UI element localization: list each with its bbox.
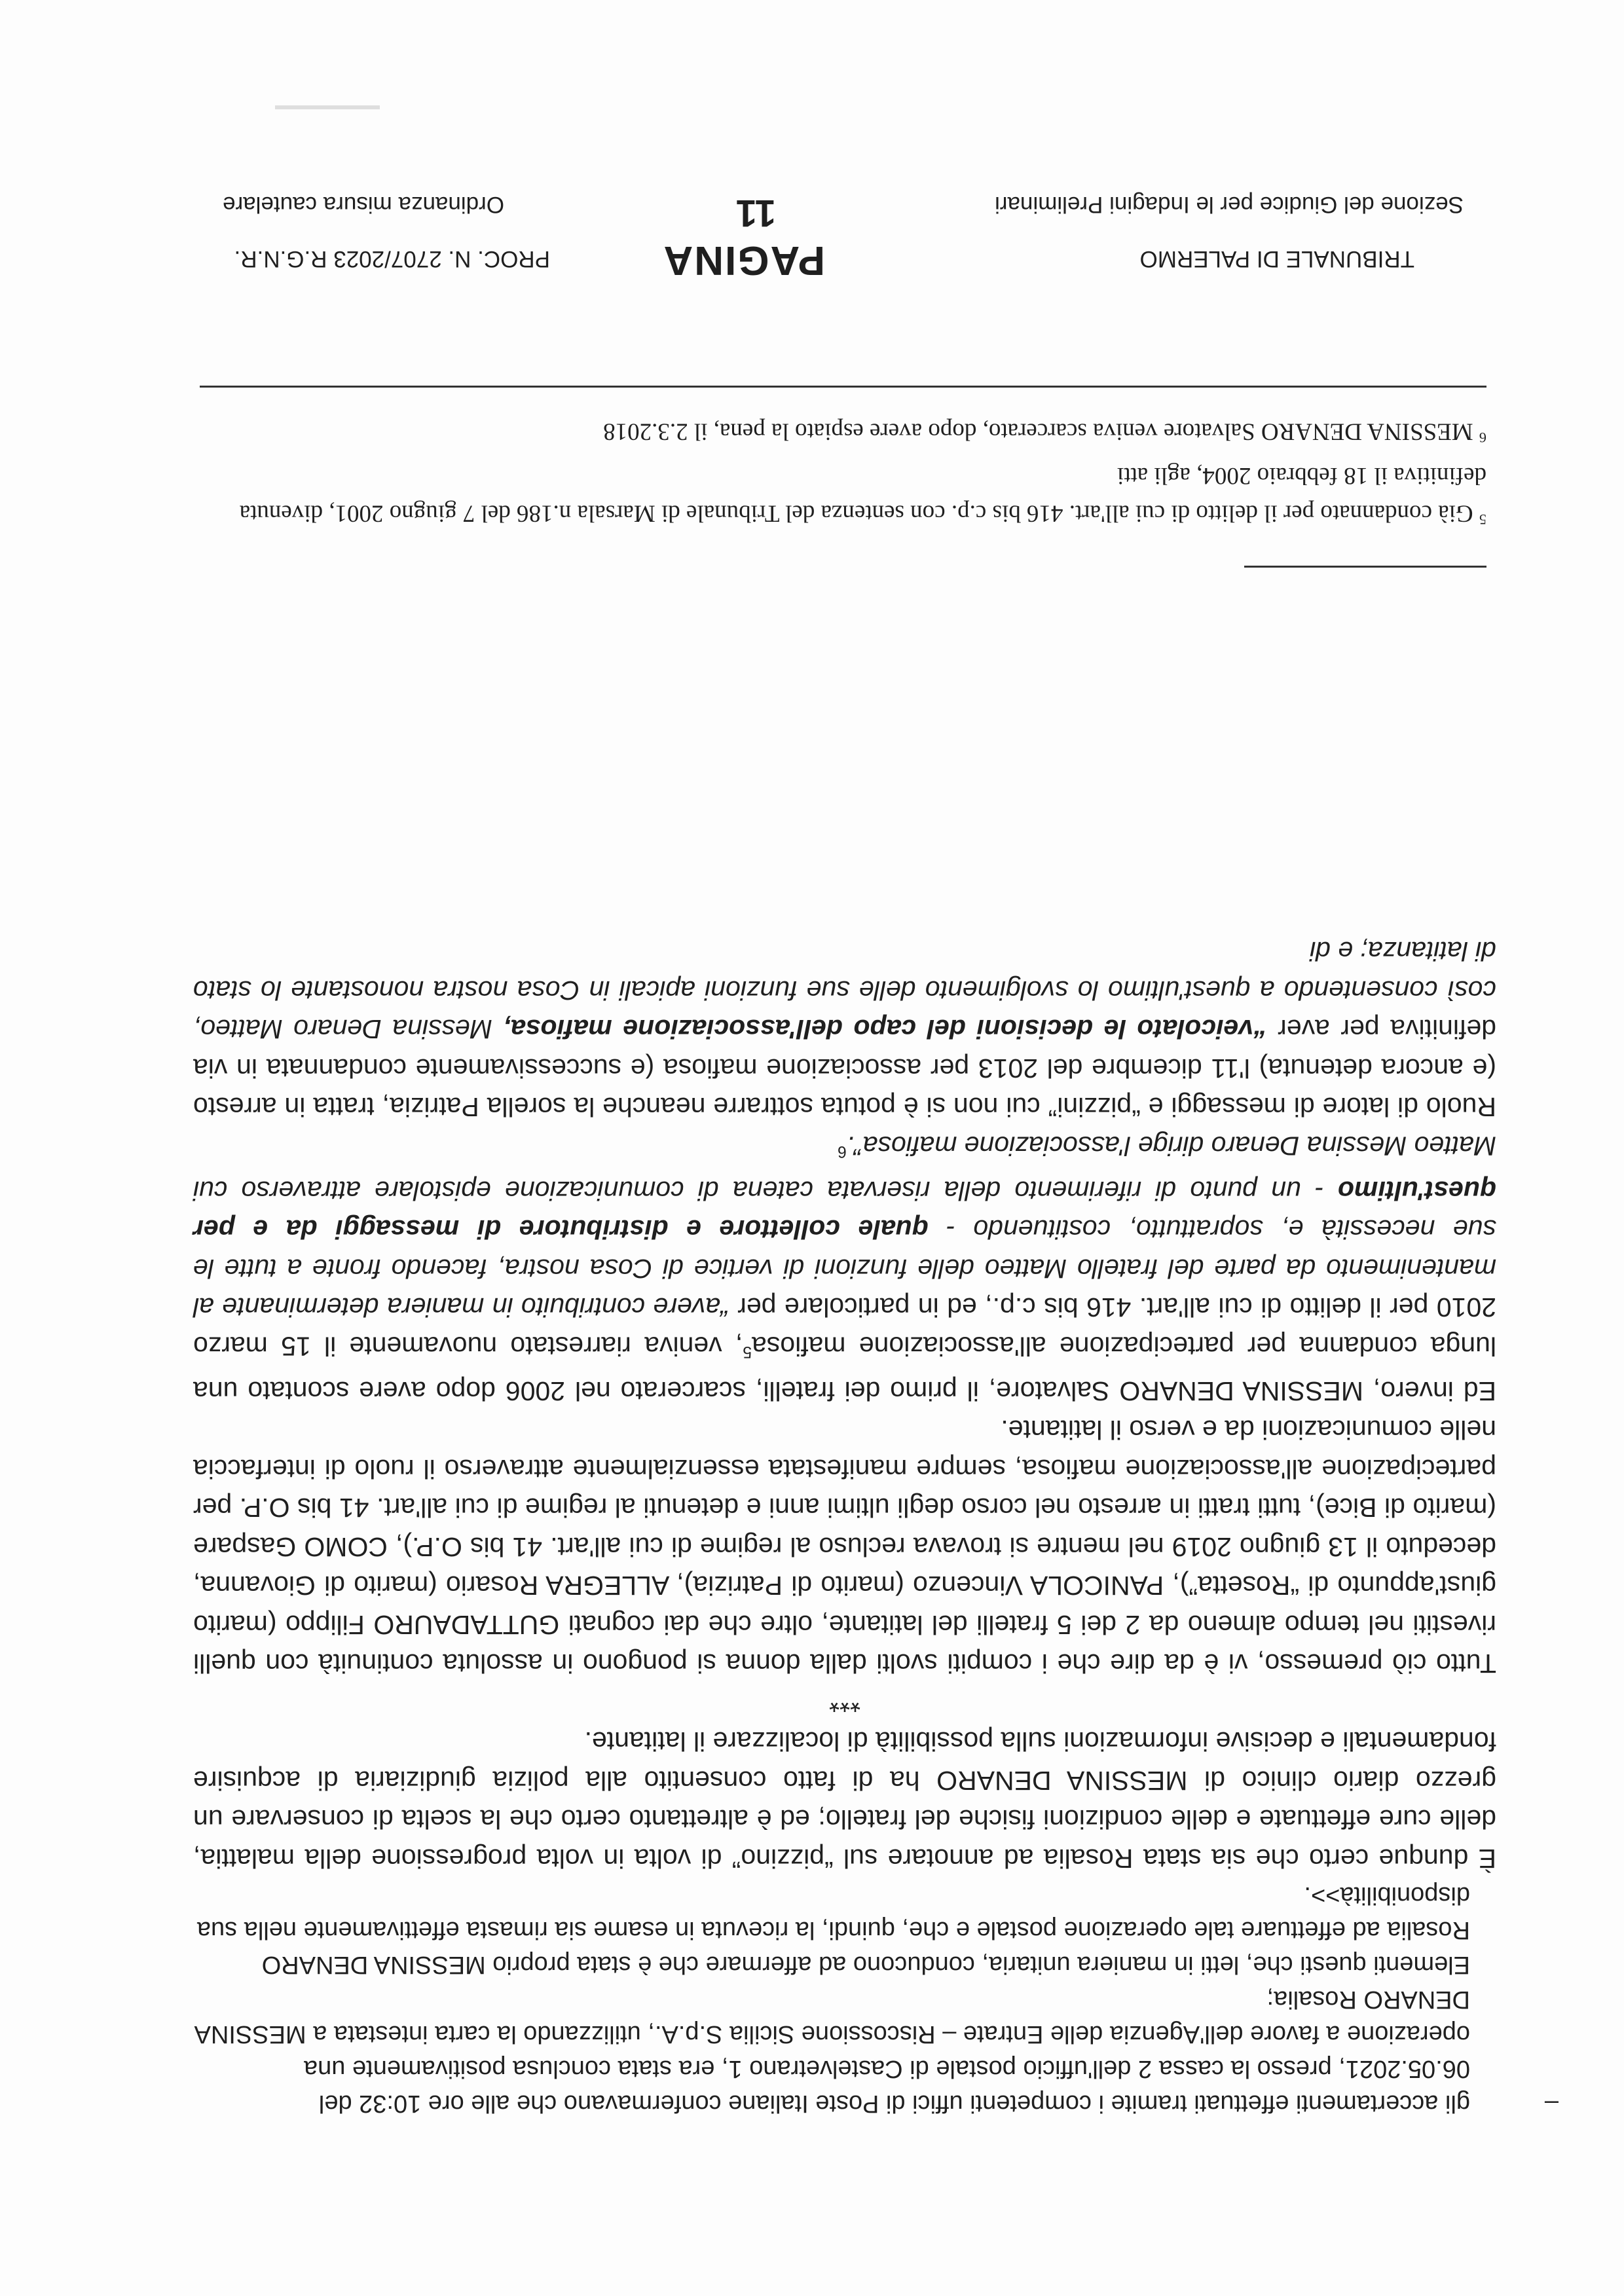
paragraph-3-quote-a: “avere contribuito in maniera determinante al mantenimento da parte del fratello Matteo delle funzioni di vertice di Cosa nostra, facendo fronte a tutte le sue necessità e, soprattutto, costituendo - xyxy=(193,1214,1496,1323)
footnote-6-marker: 6 xyxy=(1479,429,1486,446)
paragraph-1: È dunque certo che sia stata Rosalia ad annotare sul “pizzino” di volta in volta progressione della malattia, delle cure effettuate e delle condizioni fisiche del fratello; ed è altrettanto certo che la scelta di conservare un grezzo diario clinico di MESSINA DENARO ha di fatto consentito alla polizia giudiziaria di acquisire fondamentali e decisive informazioni sulla possibilità di localizzare il latitante. xyxy=(193,1726,1496,1874)
footnote-6-text: MESSINA DENARO Salvatore veniva scarcerato, dopo avere espiato la pena, il 2.3.2018 xyxy=(603,418,1473,445)
paragraph-4-part-a: Ruolo di latore di messaggi e “pizzini” cui non si è potuta sottrarre neanche la sorella Patrizia, tratta in arresto (e ancora detenuta) l'11 dicembre del 2013 per associazione mafiosa (e successivamente condannata in via definitiva per aver xyxy=(193,1014,1496,1123)
court-section: Sezione del Giudice per le Indagini Preliminari xyxy=(995,192,1464,217)
footnote-5 xyxy=(196,456,1486,538)
document-type: Ordinanza misura cautelare xyxy=(223,192,504,217)
footnotes xyxy=(196,412,1486,538)
body-text xyxy=(193,932,1559,2121)
list-item-text: gli accertamenti effettuati tramite i competenti uffici di Poste Italiane confermavano che alle ore 10:32 del 06.05.2021, presso la cassa 2 dell'ufficio postale di Castelvetrano 1, era stata conclusa positivamente una operazione a favore dell'Agenzia delle Entrate – Riscossione Sicilia S.p.A., utilizzando la carta intestata a MESSINA DENARO Rosalia; xyxy=(195,1986,1470,2117)
paragraph-4-bold: “veicolato le decisioni del capo dell'associazione mafiosa, xyxy=(503,1014,1267,1045)
paragraph-3-bold: quale collettore e distributore di messaggi da e per quest'ultimo xyxy=(193,1175,1496,1245)
page-number: 11 xyxy=(735,192,776,234)
paragraph-3 xyxy=(193,1126,1496,1410)
elements-paragraph xyxy=(193,1878,1496,1982)
paragraph-4 xyxy=(193,932,1496,1127)
header-divider xyxy=(200,386,1486,388)
section-separator: *** xyxy=(829,1688,860,1718)
proceeding-number: PROC. N. 2707/2023 R.G.N.R. xyxy=(234,246,550,272)
footnote-6 xyxy=(196,412,1486,456)
scan-artifact xyxy=(275,105,380,109)
paragraph-3-part-b: , veniva riarrestato nuovamente il 15 marzo 2010 per il delitto di cui all'art. 416 bis c.p., ed in particolare per xyxy=(193,1292,1496,1362)
paragraph-3-quote-b: - un punto di riferimento della riservata catena di comunicazione epistolare attraverso cui Matteo Messina Denaro dirige l'associazione mafiosa”. xyxy=(193,1131,1496,1206)
court-name: TRIBUNALE DI PALERMO xyxy=(1139,246,1414,272)
paragraph-2: Tutto ciò premesso, vi è da dire che i compiti svolti dalla donna si pongono in assoluta continuità con quelli rivestiti nel tempo almeno da 2 dei 5 fratelli del latitante, oltre che dai cognati GUTTADAURO Filippo (marito giust'appunto di “Rosetta”), PANICOLA Vincenzo (marito di Patrizia), ALLEGRA Rosario (marito di Giovanna, deceduto il 13 giugno 2019 nel mentre si trovava recluso al regime di cui all'art. 41 bis O.P.), COMO Gaspare (marito di Bice), tutti tratti in arresto nel corso degli ultimi anni e detenuti al regime di cui all'art. 41 bis O.P. per partecipazione all'associazione mafiosa, sempre manifestata essenzialmente attraverso il ruolo di interfaccia nelle comunicazioni da e verso il latitante. xyxy=(193,1415,1496,1679)
main-paragraphs xyxy=(193,932,1496,1878)
footnote-5-text: Già condannato per il delitto di cui all'art. 416 bis c.p. con sentenza del Tribunale di Marsala n.186 del 7 giugno 2001, divenuta definitiva il 18 febbraio 2004, agli atti xyxy=(239,462,1486,527)
elements-paragraph-text: Elementi questi che, letti in maniera unitaria, conducono ad affermare che è stata proprio MESSINA DENARO Rosalia ad effettuare tale operazione postale e che, quindi, la ricevuta in esame sia rimasta effettivamente nella sua disponibilità>>. xyxy=(196,1882,1470,1978)
list-item xyxy=(193,1982,1559,2121)
footnote-5-marker: 5 xyxy=(1479,511,1486,528)
paragraph-3-part-a: Ed invero, MESSINA DENARO Salvatore, il primo dei fratelli, scarcerato nel 2006 dopo avere scontato una lunga condanna per partecipazione all'associazione mafiosa xyxy=(193,1331,1496,1406)
footnote-ref-6: 6 xyxy=(838,1142,847,1161)
paragraph-4-part-b: Messina Denaro Matteo, così consentendo a quest'ultimo lo svolgimento delle sue funzioni apicali in Cosa nostra nonostante lo stato di latitanza; e di xyxy=(193,936,1496,1045)
footnote-separator xyxy=(1244,566,1486,568)
pagina-label: PAGINA xyxy=(662,238,825,283)
page-header xyxy=(144,149,1500,306)
list-dash: – xyxy=(1544,2090,1559,2117)
footnote-ref-5: 5 xyxy=(743,1343,752,1361)
